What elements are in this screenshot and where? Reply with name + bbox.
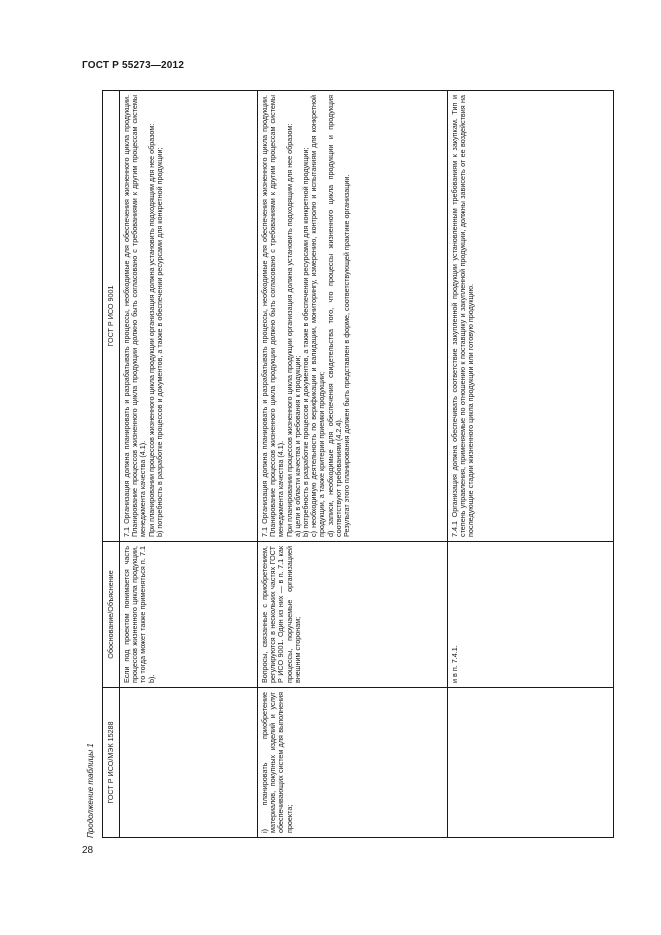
- table-cell-iso-15288: i) планировать приобретение материалов, покупных изделий и услуг обеспечивающих систем для выполнения проекта;: [258, 688, 448, 838]
- table-cell-paragraph: 7.1 Организация должна планировать и разрабатывать процессы, необходимые для обеспечения жизненного цикла продукции. Планирование процессов жизненного цикла продукции должно быть согласовано с требованиями к другим процессам системы менеджмента качества (4.1).: [122, 95, 148, 537]
- table-cell-paragraph: a) цели в области качества и требования к продукции;: [292, 355, 302, 537]
- table-cell-paragraph: 7.1 Организация должна планировать и разрабатывать процессы, необходимые для обеспечения жизненного цикла продукции. Планирование процессов жизненного цикла продукции должно быть согласовано с требованиями к другим процессам системы менеджмента качества (4.1).: [260, 95, 286, 537]
- column-header-explanation: Обоснование/Объяснение: [103, 542, 120, 688]
- page-number: 28: [82, 845, 94, 856]
- table-cell-iso-15288: [120, 688, 258, 838]
- comparison-table: [102, 90, 614, 838]
- column-header-iso-9001: ГОСТ Р ИСО 9001: [103, 91, 120, 542]
- table-cell-paragraph: Результат этого планирования должен быть представлен в форме, соответствующей практике организации.: [342, 174, 352, 537]
- document-title: ГОСТ Р 55273—2012: [82, 60, 185, 71]
- table-continuation-label: Продолжение таблицы 1: [86, 743, 95, 838]
- column-header-iso-15288: ГОСТ Р ИСО/МЭК 15288: [103, 688, 120, 838]
- table-row: [448, 91, 614, 838]
- table-cell-paragraph: b) потребность в разработке процессов и документов, а также в обеспечении ресурсами для конкретной продукции;: [154, 147, 164, 537]
- table-cell-paragraph: b) потребность в разработке процессов и документов, а также в обеспечении ресурсами для конкретной продукции;: [301, 147, 311, 537]
- table-cell-iso-9001: [448, 91, 614, 542]
- table-cell-paragraph: При планировании процессов жизненного цикла продукции организация должна установить подходящим для нее образом:: [146, 123, 156, 537]
- table-cell-paragraph: При планировании процессов жизненного цикла продукции организация должна установить подходящим для нее образом:: [284, 123, 294, 537]
- table-cell-iso-9001: [258, 91, 448, 542]
- table-cell-explanation: и в п. 7.4.1.: [448, 542, 614, 688]
- table-cell-iso-15288: [448, 688, 614, 838]
- table-cell-explanation: Если под проектом понимается часть процессов жизненного цикла продукции, то тогда может также применяться п. 7.1 b).: [120, 542, 258, 688]
- rotated-page-content: [82, 90, 614, 838]
- table-cell-paragraph: d) записи, необходимые для обеспечения свидетельства того, что процессы жизненного цикла продукции и продукция соответствуют требованиям (4.2.4).: [325, 95, 343, 537]
- table-cell-iso-9001: [120, 91, 258, 542]
- table-row: [120, 91, 258, 838]
- table-row: [258, 91, 448, 838]
- table-cell-explanation: Вопросы, связанные с приобретением, регулируются в нескольких частях ГОСТ Р ИСО 9001. Один из них — в п. 7.1 как процессы, поручаемые организацией внешним сторонам;: [258, 542, 448, 688]
- table-header-row: [103, 91, 120, 838]
- table-cell-paragraph: 7.4.1 Организация должна обеспечивать соответствие закупленной продукции установленным требованиям к закупкам. Тип и степень управления, применяемые по отношению к поставщику и закупленной продукции, должны зависеть от ее воздействия на последующие стадии жизненного цикла продукции или готовую продукцию.: [450, 95, 476, 537]
- rotated-table-area: [82, 90, 614, 838]
- table-cell-paragraph: c) необходимую деятельность по верификации и валидации, мониторингу, измерению, контролю и испытаниям для конкретной продукции, а также критерии приемки продукции;: [309, 95, 327, 537]
